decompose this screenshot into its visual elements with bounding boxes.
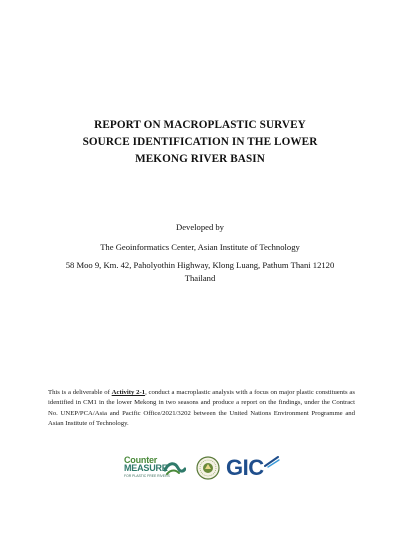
countermeasure-logo-line2: MEASURE (124, 463, 168, 473)
report-title (30, 117, 370, 168)
title-line-2: SOURCE IDENTIFICATION IN THE LOWER (82, 136, 318, 148)
address-line-2: Thailand (184, 273, 216, 283)
title-line-1: REPORT ON MACROPLASTIC SURVEY (94, 119, 306, 131)
countermeasure-logo (124, 456, 186, 482)
deliverable-note-prefix: This is a deliverable of (48, 389, 112, 396)
gic-logo-text: GIC (226, 455, 264, 480)
countermeasure-logo-line1: Counter (124, 455, 158, 465)
river-wave-icon (164, 460, 186, 476)
deliverable-note-suffix: , conduct a macroplastic analysis with a focus on major plastic constituents as identified in CM1 in the lower Mekong in two seasons and produce a report on the findings, under the Contract No. UNEP/PCA/Asia and Pacific Office/2021/3202 between the United Nations Environment Programme and Asian Institute of Technology. (48, 389, 355, 428)
gic-logo (226, 454, 282, 482)
developed-by-label: Developed by (176, 222, 224, 232)
partner-logos (120, 452, 290, 488)
developer-info (40, 221, 360, 285)
activity-reference: Activity 2-1 (111, 389, 146, 396)
ait-seal-icon (196, 456, 220, 480)
address-line-1: 58 Moo 9, Km. 42, Paholyothin Highway, Klong Luang, Pathum Thani 12120 (65, 260, 335, 270)
gic-swoosh-icon (264, 456, 280, 468)
title-line-3: MEKONG RIVER BASIN (135, 153, 265, 165)
countermeasure-logo-line3: FOR PLASTIC FREE RIVERS (124, 474, 170, 478)
organization-name: The Geoinformatics Center, Asian Institute of Technology (100, 242, 300, 252)
deliverable-note (48, 388, 355, 430)
